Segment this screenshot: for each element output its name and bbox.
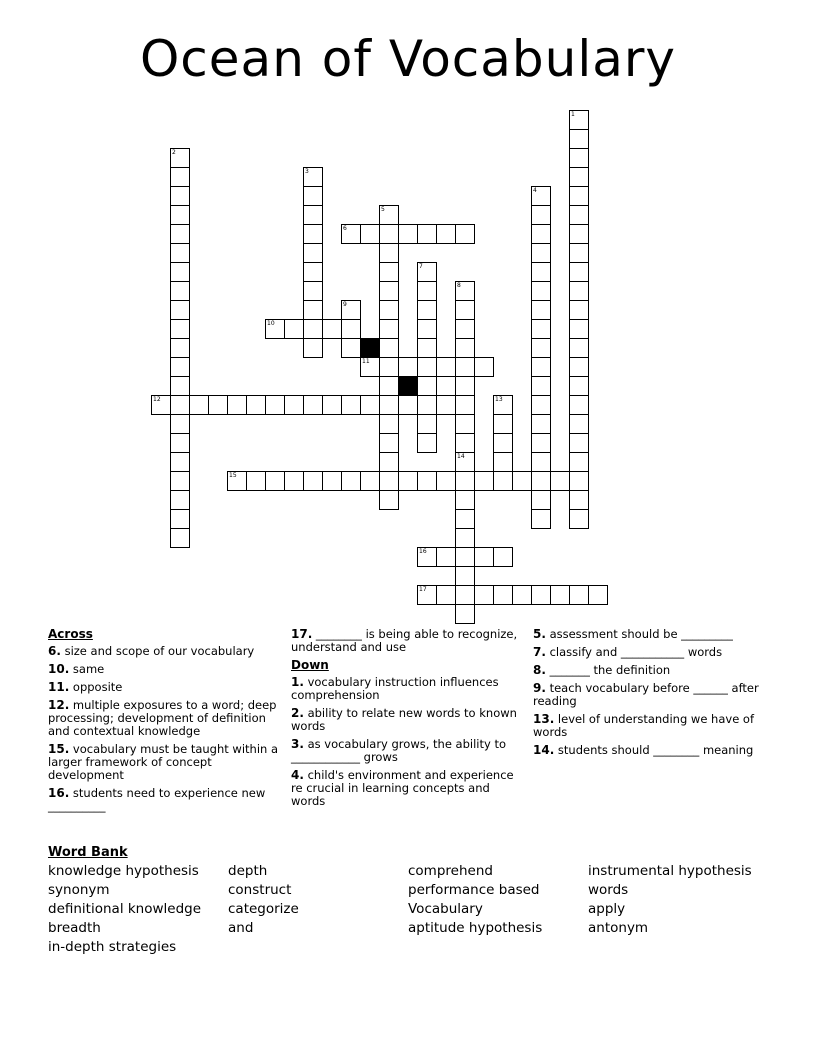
crossword-cell[interactable] — [417, 300, 437, 320]
word-bank-item: comprehend — [408, 863, 493, 879]
crossword-cell[interactable] — [322, 471, 342, 491]
crossword-cell[interactable] — [303, 224, 323, 244]
clue-number: 16. — [48, 786, 70, 800]
crossword-cell[interactable] — [569, 414, 589, 434]
crossword-cell[interactable] — [455, 585, 475, 605]
crossword-cell[interactable] — [417, 319, 437, 339]
crossword-cell[interactable] — [170, 243, 190, 263]
crossword-cell[interactable] — [550, 471, 570, 491]
crossword-cell[interactable] — [417, 281, 437, 301]
clue-down-14 — [533, 744, 768, 757]
crossword-cell[interactable] — [341, 338, 361, 358]
crossword-cell[interactable] — [170, 319, 190, 339]
clue-across-15 — [48, 743, 280, 782]
crossword-cell[interactable] — [170, 300, 190, 320]
crossword-cell[interactable] — [417, 338, 437, 358]
crossword-cell[interactable] — [569, 395, 589, 415]
cell-number: 16 — [419, 548, 427, 555]
crossword-cell[interactable] — [170, 490, 190, 510]
crossword-cell[interactable] — [455, 300, 475, 320]
crossword-cell[interactable] — [303, 471, 323, 491]
clue-text: opposite — [72, 680, 123, 694]
crossword-cell[interactable] — [303, 205, 323, 225]
crossword-cell[interactable] — [474, 357, 494, 377]
crossword-cell[interactable] — [455, 509, 475, 529]
crossword-cell[interactable] — [170, 414, 190, 434]
cell-number: 6 — [343, 225, 347, 232]
crossword-cell[interactable] — [531, 414, 551, 434]
crossword-cell[interactable] — [531, 338, 551, 358]
word-bank-item: Vocabulary — [408, 901, 483, 917]
crossword-cell[interactable] — [379, 319, 399, 339]
clue-number: 12. — [48, 698, 70, 712]
crossword-cell[interactable] — [170, 338, 190, 358]
word-bank-item: antonym — [588, 920, 649, 936]
clue-down-3 — [291, 738, 521, 764]
crossword-cell[interactable] — [531, 319, 551, 339]
down-heading: Down — [291, 658, 329, 672]
crossword-cell[interactable] — [379, 452, 399, 472]
crossword-cell[interactable] — [531, 300, 551, 320]
clue-number: 4. — [291, 768, 304, 782]
clue-text: multiple exposures to a word; deep processing; development of definition and contextual knowledge — [48, 698, 277, 738]
clue-number: 15. — [48, 742, 70, 756]
crossword-cell[interactable] — [322, 319, 342, 339]
cell-number: 3 — [305, 168, 309, 175]
crossword-cell[interactable] — [170, 471, 190, 491]
clue-number: 17. — [291, 627, 313, 641]
crossword-cell[interactable] — [379, 205, 399, 225]
crossword-cell[interactable] — [531, 509, 551, 529]
clue-down-9 — [533, 682, 768, 708]
crossword-cell[interactable] — [360, 395, 380, 415]
crossword-cell[interactable] — [341, 395, 361, 415]
crossword-cell[interactable] — [436, 471, 456, 491]
crossword-cell[interactable] — [303, 262, 323, 282]
crossword-cell[interactable] — [569, 338, 589, 358]
crossword-cell[interactable] — [322, 395, 342, 415]
word-bank — [48, 845, 768, 956]
crossword-cell[interactable] — [531, 395, 551, 415]
crossword-cell[interactable] — [379, 471, 399, 491]
crossword-cell[interactable] — [455, 376, 475, 396]
crossword-cell[interactable] — [474, 471, 494, 491]
crossword-cell[interactable] — [455, 452, 475, 472]
crossword-cell[interactable] — [493, 414, 513, 434]
clue-text: students should ________ meaning — [557, 743, 754, 757]
clue-text: same — [72, 662, 105, 676]
crossword-cell[interactable] — [398, 471, 418, 491]
crossword-cell[interactable] — [379, 338, 399, 358]
crossword-cell[interactable] — [398, 357, 418, 377]
clue-text: assessment should be _________ — [549, 627, 733, 641]
crossword-cell[interactable] — [170, 148, 190, 168]
crossword-cell[interactable] — [474, 547, 494, 567]
crossword-cell[interactable] — [208, 395, 228, 415]
crossword-cell[interactable] — [417, 262, 437, 282]
clue-across-6 — [48, 645, 280, 658]
clue-down-7 — [533, 646, 768, 659]
word-bank-item: words — [588, 882, 629, 898]
crossword-cell[interactable] — [569, 110, 589, 130]
across-clues-column — [48, 628, 280, 818]
crossword-cell[interactable] — [569, 148, 589, 168]
crossword-cell[interactable] — [588, 585, 608, 605]
clue-number: 2. — [291, 706, 304, 720]
crossword-cell[interactable] — [379, 281, 399, 301]
clue-number: 14. — [533, 743, 555, 757]
cell-number: 4 — [533, 187, 537, 194]
crossword-cell[interactable] — [303, 319, 323, 339]
crossword-cell[interactable] — [455, 604, 475, 624]
clue-down-1 — [291, 676, 521, 702]
word-bank-item: knowledge hypothesis — [48, 863, 199, 879]
cell-number: 2 — [172, 149, 176, 156]
crossword-cell[interactable] — [569, 452, 589, 472]
crossword-cell[interactable] — [303, 338, 323, 358]
crossword-cell[interactable] — [379, 490, 399, 510]
crossword-cell[interactable] — [455, 433, 475, 453]
clue-text: vocabulary instruction influences comprehension — [291, 675, 499, 702]
down-clues-column — [291, 628, 521, 813]
clue-across-16 — [48, 787, 280, 813]
crossword-cell[interactable] — [265, 319, 285, 339]
clue-text: classify and ___________ words — [549, 645, 723, 659]
crossword-cell[interactable] — [303, 395, 323, 415]
crossword-cell[interactable] — [455, 395, 475, 415]
crossword-cell[interactable] — [303, 300, 323, 320]
crossword-cell[interactable] — [455, 566, 475, 586]
crossword-cell[interactable] — [341, 319, 361, 339]
cell-number: 1 — [571, 111, 575, 118]
clue-number: 1. — [291, 675, 304, 689]
crossword-cell[interactable] — [569, 205, 589, 225]
crossword-cell[interactable] — [265, 395, 285, 415]
crossword-cell[interactable] — [227, 395, 247, 415]
crossword-cell[interactable] — [398, 224, 418, 244]
cell-number: 10 — [267, 320, 275, 327]
crossword-cell[interactable] — [569, 243, 589, 263]
word-bank-item: construct — [228, 882, 292, 898]
crossword-cell[interactable] — [417, 395, 437, 415]
word-bank-list — [48, 862, 768, 956]
word-bank-item: synonym — [48, 882, 110, 898]
word-bank-item: depth — [228, 863, 268, 879]
crossword-cell[interactable] — [531, 376, 551, 396]
crossword-cell[interactable] — [170, 205, 190, 225]
clue-text: vocabulary must be taught within a larger framework of concept development — [48, 742, 279, 782]
crossword-cell[interactable] — [170, 528, 190, 548]
crossword-cell[interactable] — [417, 433, 437, 453]
clue-number: 3. — [291, 737, 304, 751]
puzzle-title: Ocean of Vocabulary — [139, 30, 677, 88]
clue-across-11 — [48, 681, 280, 694]
crossword-cell[interactable] — [455, 357, 475, 377]
crossword-cell[interactable] — [512, 471, 532, 491]
crossword-cell[interactable] — [379, 300, 399, 320]
crossword-cell[interactable] — [569, 262, 589, 282]
cell-number: 14 — [457, 453, 465, 460]
crossword-cell[interactable] — [569, 490, 589, 510]
crossword-cell[interactable] — [170, 395, 190, 415]
clue-down-13 — [533, 713, 768, 739]
word-bank-item: breadth — [48, 920, 101, 936]
crossword-cell[interactable] — [436, 547, 456, 567]
crossword-cell[interactable] — [531, 585, 551, 605]
down-clues-column-2 — [533, 628, 768, 762]
clue-number: 11. — [48, 680, 70, 694]
crossword-cell[interactable] — [379, 243, 399, 263]
clue-text: ability to relate new words to known words — [291, 706, 517, 733]
crossword-cell[interactable] — [550, 585, 570, 605]
crossword-cell[interactable] — [493, 395, 513, 415]
clue-text: as vocabulary grows, the ability to ____________ grows — [291, 737, 506, 764]
crossword-cell[interactable] — [455, 319, 475, 339]
crossword-cell[interactable] — [341, 224, 361, 244]
clue-text: teach vocabulary before ______ after reading — [533, 681, 759, 708]
clue-across-12 — [48, 699, 280, 738]
cell-number: 5 — [381, 206, 385, 213]
crossword-cell[interactable] — [284, 471, 304, 491]
crossword-cell[interactable] — [170, 452, 190, 472]
clue-across-17 — [291, 628, 521, 654]
crossword-cell[interactable] — [474, 585, 494, 605]
clue-text: size and scope of our vocabulary — [64, 644, 255, 658]
crossword-cell[interactable] — [246, 395, 266, 415]
crossword-cell[interactable] — [170, 186, 190, 206]
word-bank-item: performance based — [408, 882, 540, 898]
word-bank-item: and — [228, 920, 254, 936]
crossword-cell[interactable] — [379, 262, 399, 282]
crossword-cell[interactable] — [569, 585, 589, 605]
clue-number: 9. — [533, 681, 546, 695]
crossword-cell[interactable] — [569, 319, 589, 339]
crossword-cell[interactable] — [170, 262, 190, 282]
crossword-cell[interactable] — [246, 471, 266, 491]
crossword-cell[interactable] — [569, 129, 589, 149]
crossword-cell[interactable] — [455, 338, 475, 358]
crossword-cell[interactable] — [379, 433, 399, 453]
crossword-cell[interactable] — [531, 243, 551, 263]
cell-number: 8 — [457, 282, 461, 289]
crossword-cell[interactable] — [455, 414, 475, 434]
crossword-cell[interactable] — [569, 433, 589, 453]
across-heading: Across — [48, 627, 93, 641]
crossword-cell[interactable] — [493, 471, 513, 491]
cell-number: 9 — [343, 301, 347, 308]
crossword-cell[interactable] — [379, 414, 399, 434]
crossword-cell[interactable] — [379, 376, 399, 396]
crossword-cell[interactable] — [417, 224, 437, 244]
crossword-cell[interactable] — [455, 471, 475, 491]
crossword-cell[interactable] — [531, 433, 551, 453]
crossword-cell[interactable] — [284, 395, 304, 415]
crossword-cell[interactable] — [303, 243, 323, 263]
cell-number: 12 — [153, 396, 161, 403]
crossword-cell[interactable] — [170, 376, 190, 396]
clue-number: 6. — [48, 644, 61, 658]
clue-text: child's environment and experience re crucial in learning concepts and words — [291, 768, 514, 808]
word-bank-item: instrumental hypothesis — [588, 863, 752, 879]
crossword-cell[interactable] — [569, 224, 589, 244]
crossword-cell[interactable] — [531, 205, 551, 225]
cell-number: 13 — [495, 396, 503, 403]
crossword-cell[interactable] — [455, 281, 475, 301]
crossword-cell[interactable] — [398, 395, 418, 415]
clue-down-2 — [291, 707, 521, 733]
crossword-cell[interactable] — [170, 224, 190, 244]
crossword-cell[interactable] — [569, 357, 589, 377]
crossword-cell[interactable] — [531, 281, 551, 301]
crossword-cell[interactable] — [531, 452, 551, 472]
crossword-cell[interactable] — [170, 357, 190, 377]
crossword-cell[interactable] — [379, 357, 399, 377]
clue-down-5 — [533, 628, 768, 641]
word-bank-item: categorize — [228, 901, 299, 917]
crossword-cell[interactable] — [569, 471, 589, 491]
crossword-cell[interactable] — [189, 395, 209, 415]
crossword-cell[interactable] — [436, 395, 456, 415]
crossword-cell[interactable] — [512, 585, 532, 605]
crossword-cell[interactable] — [170, 167, 190, 187]
clue-number: 7. — [533, 645, 546, 659]
word-bank-heading: Word Bank — [48, 845, 128, 860]
crossword-cell[interactable] — [360, 471, 380, 491]
clue-text: students need to experience new __________ — [48, 786, 266, 813]
crossword-cell[interactable] — [227, 471, 247, 491]
crossword-cell[interactable] — [493, 547, 513, 567]
cell-number: 11 — [362, 358, 370, 365]
crossword-cell[interactable] — [379, 224, 399, 244]
clue-text: level of understanding we have of words — [533, 712, 755, 739]
crossword-cell[interactable] — [455, 490, 475, 510]
cell-number: 7 — [419, 263, 423, 270]
cell-number: 15 — [229, 472, 237, 479]
crossword-cell[interactable] — [303, 167, 323, 187]
crossword-cell[interactable] — [379, 395, 399, 415]
crossword-cell[interactable] — [531, 490, 551, 510]
clue-text: ________ is being able to recognize, understand and use — [291, 627, 518, 654]
crossword-cell[interactable] — [417, 585, 437, 605]
crossword-block — [360, 338, 380, 358]
crossword-cell[interactable] — [417, 414, 437, 434]
crossword-cell[interactable] — [170, 509, 190, 529]
crossword-cell[interactable] — [341, 300, 361, 320]
crossword-cell[interactable] — [303, 281, 323, 301]
crossword-cell[interactable] — [417, 471, 437, 491]
crossword-cell[interactable] — [170, 281, 190, 301]
crossword-cell[interactable] — [569, 376, 589, 396]
crossword-cell[interactable] — [493, 433, 513, 453]
crossword-cell[interactable] — [436, 585, 456, 605]
crossword-cell[interactable] — [531, 224, 551, 244]
crossword-cell[interactable] — [360, 224, 380, 244]
crossword-cell[interactable] — [531, 357, 551, 377]
clue-number: 5. — [533, 627, 546, 641]
crossword-block — [398, 376, 418, 396]
word-bank-item: apply — [588, 901, 626, 917]
crossword-cell[interactable] — [265, 471, 285, 491]
cell-number: 17 — [419, 586, 427, 593]
crossword-cell[interactable] — [417, 376, 437, 396]
crossword-cell[interactable] — [569, 186, 589, 206]
crossword-cell[interactable] — [284, 319, 304, 339]
crossword-cell[interactable] — [569, 509, 589, 529]
word-bank-item: in-depth strategies — [48, 939, 177, 955]
crossword-cell[interactable] — [455, 224, 475, 244]
clue-across-10 — [48, 663, 280, 676]
crossword-cell[interactable] — [151, 395, 171, 415]
crossword-cell[interactable] — [436, 224, 456, 244]
clue-number: 10. — [48, 662, 70, 676]
clue-number: 13. — [533, 712, 555, 726]
crossword-cell[interactable] — [417, 547, 437, 567]
crossword-cell[interactable] — [531, 262, 551, 282]
crossword-cell[interactable] — [360, 357, 380, 377]
crossword-cell[interactable] — [436, 357, 456, 377]
crossword-cell[interactable] — [531, 471, 551, 491]
clue-down-8 — [533, 664, 768, 677]
clue-text: _______ the definition — [549, 663, 671, 677]
word-bank-item: aptitude hypothesis — [408, 920, 543, 936]
crossword-cell[interactable] — [569, 167, 589, 187]
crossword-cell[interactable] — [493, 585, 513, 605]
crossword-cell[interactable] — [170, 433, 190, 453]
crossword-cell[interactable] — [455, 547, 475, 567]
word-bank-item: definitional knowledge — [48, 901, 202, 917]
clue-down-4 — [291, 769, 521, 808]
crossword-cell[interactable] — [569, 300, 589, 320]
crossword-cell[interactable] — [303, 186, 323, 206]
crossword-cell[interactable] — [341, 471, 361, 491]
clue-number: 8. — [533, 663, 546, 677]
crossword-cell[interactable] — [531, 186, 551, 206]
crossword-cell[interactable] — [493, 452, 513, 472]
crossword-cell[interactable] — [455, 528, 475, 548]
crossword-cell[interactable] — [417, 357, 437, 377]
crossword-cell[interactable] — [569, 281, 589, 301]
